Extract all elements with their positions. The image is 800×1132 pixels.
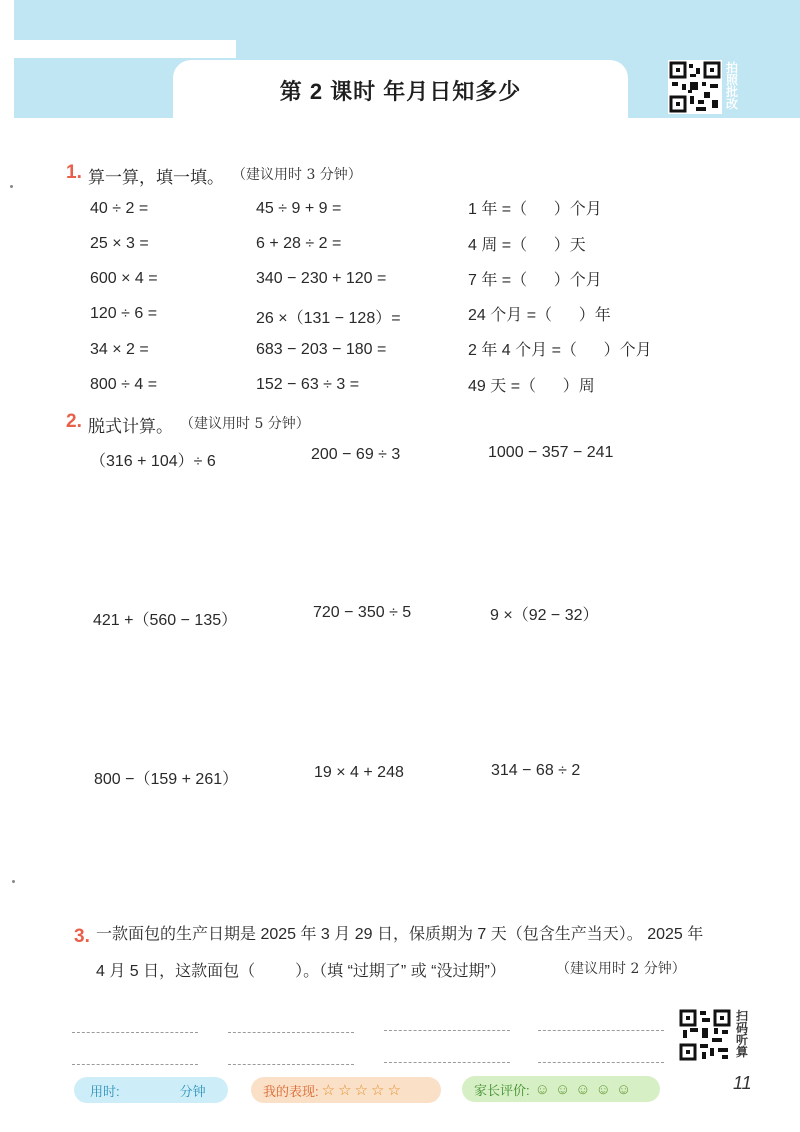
star-icon[interactable]: ☆ [387,1082,401,1099]
q1-problem: 25 × 3 = [90,235,149,252]
q1-number: 1. [66,162,82,183]
q1-problem: 26 ×（131 − 128）= [256,310,401,327]
q2-expression: 720 − 350 ÷ 5 [313,604,412,621]
header-notch [14,40,236,58]
answer-line[interactable] [228,1032,354,1033]
star-icon[interactable]: ☆ [370,1082,385,1099]
q3-text-line1: 一款面包的生产日期是 2025 年 3 月 29 日，保质期为 7 天（包含生产当天）。 2025 年 [96,926,704,943]
answer-line[interactable] [72,1032,198,1033]
smiley-icon[interactable]: ☺ [615,1080,632,1098]
star-rating[interactable] [319,1081,401,1099]
parent-evaluation[interactable] [462,1076,660,1102]
star-icon[interactable]: ☆ [354,1082,368,1099]
q1-fill-blank[interactable]: 24 个月 =（ ）年 [468,307,611,324]
q1-title: 算一算，填一填。 [88,168,224,187]
scan-listen-label: 扫码听算 [735,1009,748,1059]
q1-problem: 152 − 63 ÷ 3 = [256,376,360,393]
q1-fill-blank[interactable]: 4 周 =（ ）天 [468,237,586,254]
q1-problem: 40 ÷ 2 = [90,200,149,217]
star-icon[interactable]: ☆ [338,1082,352,1099]
q1-problem: 340 − 230 + 120 = [256,270,387,287]
qr-code-icon[interactable] [668,60,722,114]
q1-problem: 120 ÷ 6 = [90,305,158,322]
q1-fill-blank[interactable]: 49 天 =（ ）周 [468,378,595,395]
time-label: 用时: [90,1083,120,1099]
scan-grade-label: 拍照批改 [725,61,738,111]
time-unit: 分钟 [179,1083,206,1099]
q2-expression: 9 ×（92 − 32） [490,607,599,624]
q3-hint: （建议用时 2 分钟） [556,961,686,977]
q2-expression: 421 +（560 − 135） [93,612,238,629]
q1-problem: 6 + 28 ÷ 2 = [256,235,342,252]
smiley-icon[interactable]: ☺ [534,1080,550,1098]
q2-expression: 19 × 4 + 248 [314,764,404,781]
q1-fill-blank[interactable]: 7 年 =（ ）个月 [468,272,602,289]
answer-line[interactable] [538,1030,664,1031]
smiley-icon[interactable]: ☺ [595,1080,611,1098]
star-icon[interactable]: ☆ [321,1082,336,1099]
q1-problem: 683 − 203 − 180 = [256,341,387,358]
time-spent-field[interactable] [74,1077,228,1103]
q2-expression: 314 − 68 ÷ 2 [491,762,581,779]
page-number: 11 [733,1073,752,1093]
q2-expression: 1000 − 357 − 241 [488,444,614,461]
answer-line[interactable] [228,1064,354,1065]
smiley-icon[interactable]: ☺ [575,1080,591,1098]
q2-expression: （316 + 104）÷ 6 [90,453,216,470]
q1-problem: 45 ÷ 9 + 9 = [256,200,342,217]
parent-label: 家长评价: [474,1082,530,1098]
q1-fill-blank[interactable]: 2 年 4 个月 =（ ）个月 [468,342,652,359]
q3-text-line2[interactable]: 4 月 5 日，这款面包（ ）。（填 “过期了” 或 “没过期”） [96,963,506,980]
q1-problem: 34 × 2 = [90,341,149,358]
q2-expression: 200 − 69 ÷ 3 [311,446,401,463]
margin-mark [12,880,15,883]
q1-hint: （建议用时 3 分钟） [232,167,362,183]
q2-expression: 800 −（159 + 261） [94,771,239,788]
q2-title: 脱式计算。 [88,417,173,436]
q3-number: 3. [74,926,90,947]
page-title: 第 2 课时 年月日知多少 [279,79,522,104]
answer-line[interactable] [384,1030,510,1031]
answer-line[interactable] [72,1064,198,1065]
answer-line[interactable] [384,1062,510,1063]
q1-problem: 600 × 4 = [90,270,158,287]
margin-mark [10,185,13,188]
q1-problem: 800 ÷ 4 = [90,376,158,393]
q1-fill-blank[interactable]: 1 年 =（ ）个月 [468,201,602,218]
performance-label: 我的表现: [263,1083,319,1099]
q2-hint: （建议用时 5 分钟） [180,416,310,432]
q2-number: 2. [66,411,82,432]
qr-code-icon[interactable] [678,1008,732,1062]
smiley-rating[interactable] [530,1081,632,1098]
answer-line[interactable] [538,1062,664,1063]
smiley-icon[interactable]: ☺ [554,1080,571,1098]
performance-rating[interactable] [251,1077,441,1103]
